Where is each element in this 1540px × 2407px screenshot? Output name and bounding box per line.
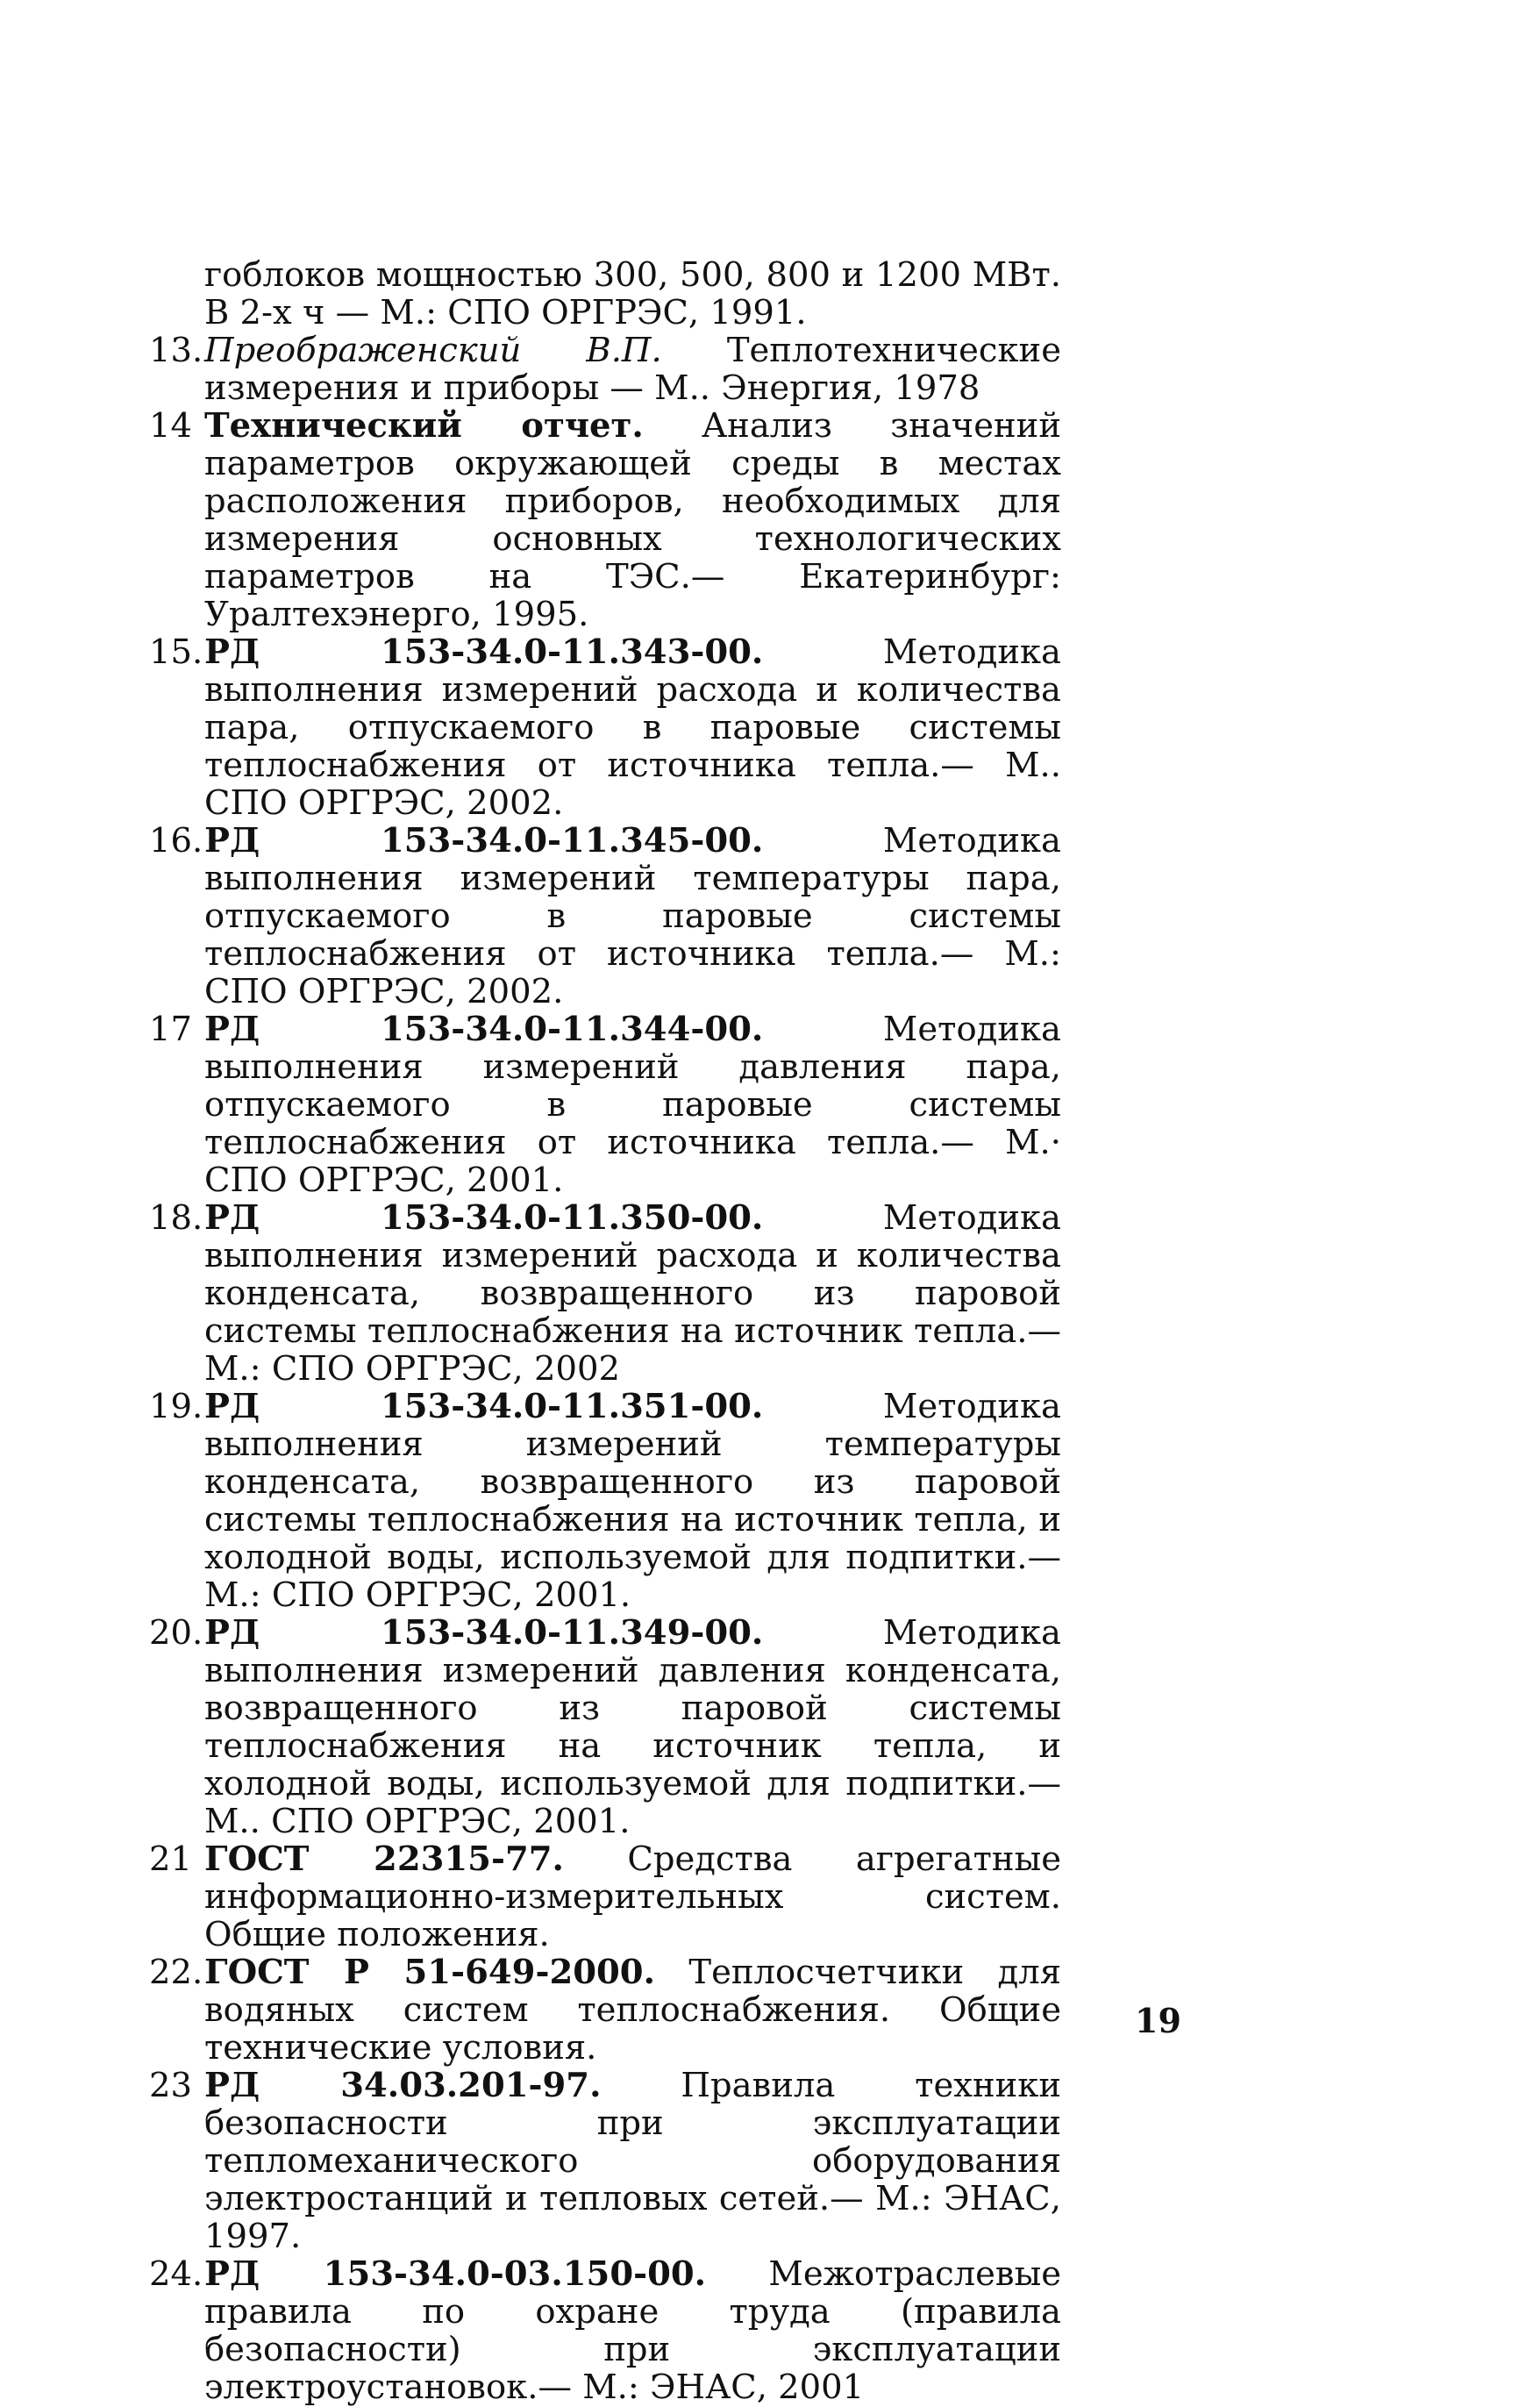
reference-text: Методика выполнения измерений расхода и количества пара, отпускаемого в паровые системы теплоснабжения от источника тепла.— М.. СПО ОРГРЭС, 2002. (204, 632, 1061, 823)
reference-lead: Технический отчет. (204, 406, 644, 446)
reference-number: 24. (149, 2254, 203, 2294)
reference-lead: РД 153-34.0-11.345-00. (204, 821, 764, 861)
reference-item (149, 1199, 1061, 1388)
reference-item (149, 332, 1061, 407)
reference-number: 22. (149, 1953, 203, 1992)
reference-number: 15. (149, 632, 203, 672)
reference-lead: Преображенский В.П. (204, 331, 662, 370)
reference-text: Теплосчетчики для водяных систем теплоснабжения. Общие технические условия. (204, 1953, 1061, 2068)
reference-text: Межотраслевые правила по охране труда (правила безопасности) при эксплуатации электроустановок.— М.: ЭНАС, 2001 (204, 2254, 1062, 2407)
reference-lead: РД 34.03.201-97. (204, 2066, 602, 2105)
reference-item (149, 407, 1061, 633)
reference-text: Методика выполнения измерений давления конденсата, возвращенного из паровой системы теплоснабжения на источник тепла, и холодной воды, используемой для подпитки.— М.. СПО ОРГРЭС, 2001. (204, 1613, 1061, 1841)
reference-item (149, 1388, 1061, 1614)
reference-item (149, 2255, 1061, 2406)
reference-item (149, 633, 1061, 822)
page-number: 19 (1135, 2001, 1181, 2040)
reference-lead: ГОСТ Р 51-649-2000. (204, 1953, 655, 1992)
reference-text: Анализ значений параметров окружающей среды в местах расположения приборов, необходимых для измерения основных технологических параметров на ТЭС.— Екатеринбург: Уралтехэнерго, 1995. (204, 406, 1061, 634)
reference-number: 21 (149, 1839, 192, 1879)
reference-lead: РД 153-34.0-11.350-00. (204, 1198, 764, 1238)
reference-text: Методика выполнения измерений температуры пара, отпускаемого в паровые системы теплоснабжения от источника тепла.— М.: СПО ОРГРЭС, 2002. (204, 821, 1061, 1011)
reference-item (149, 2067, 1061, 2255)
reference-item (149, 1953, 1061, 2067)
reference-number: 18. (149, 1198, 203, 1238)
reference-lead: РД 153-34.0-11.351-00. (204, 1387, 764, 1426)
reference-number: 16. (149, 821, 203, 861)
reference-text: Методика выполнения измерений температуры конденсата, возвращенного из паровой системы теплоснабжения на источник тепла, и холодной воды, используемой для подпитки.— М.: СПО ОРГРЭС, 2001. (204, 1387, 1061, 1615)
reference-item (149, 822, 1061, 1011)
reference-number: 19. (149, 1387, 203, 1426)
reference-text: Теплотехнические измерения и приборы — М.. Энергия, 1978 (204, 331, 1061, 408)
reference-text: Правила техники безопасности при эксплуатации тепломеханического оборудования электростанций и тепловых сетей.— М.: ЭНАС, 1997. (204, 2066, 1061, 2256)
reference-number: 13. (149, 331, 203, 370)
reference-text: Методика выполнения измерений расхода и количества конденсата, возвращенного из паровой системы теплоснабжения на источник тепла.— М.: СПО ОРГРЭС, 2002 (204, 1198, 1061, 1389)
reference-number: 20. (149, 1613, 203, 1653)
reference-text: гоблоков мощностью 300, 500, 800 и 1200 МВт. В 2-х ч — М.: СПО ОРГРЭС, 1991. (204, 255, 1061, 332)
reference-item (149, 256, 1061, 332)
reference-lead: РД 153-34.0-03.150-00. (204, 2254, 707, 2294)
reference-lead: РД 153-34.0-11.344-00. (204, 1010, 764, 1049)
reference-lead: ГОСТ 22315-77. (204, 1839, 564, 1879)
reference-item (149, 1011, 1061, 1199)
reference-text: Средства агрегатные информационно-измерительных систем. Общие положения. (204, 1839, 1061, 1954)
reference-text: Методика выполнения измерений давления пара, отпускаемого в паровые системы теплоснабжения от источника тепла.— М.· СПО ОРГРЭС, 2001. (204, 1010, 1061, 1200)
reference-lead: РД 153-34.0-11.343-00. (204, 632, 764, 672)
reference-lead: РД 153-34.0-11.349-00. (204, 1613, 764, 1653)
reference-item (149, 1840, 1061, 1953)
reference-number: 23 (149, 2066, 192, 2105)
reference-number: 14 (149, 406, 192, 446)
reference-item (149, 1614, 1061, 1840)
reference-list (149, 256, 1061, 2406)
reference-number: 17 (149, 1010, 192, 1049)
